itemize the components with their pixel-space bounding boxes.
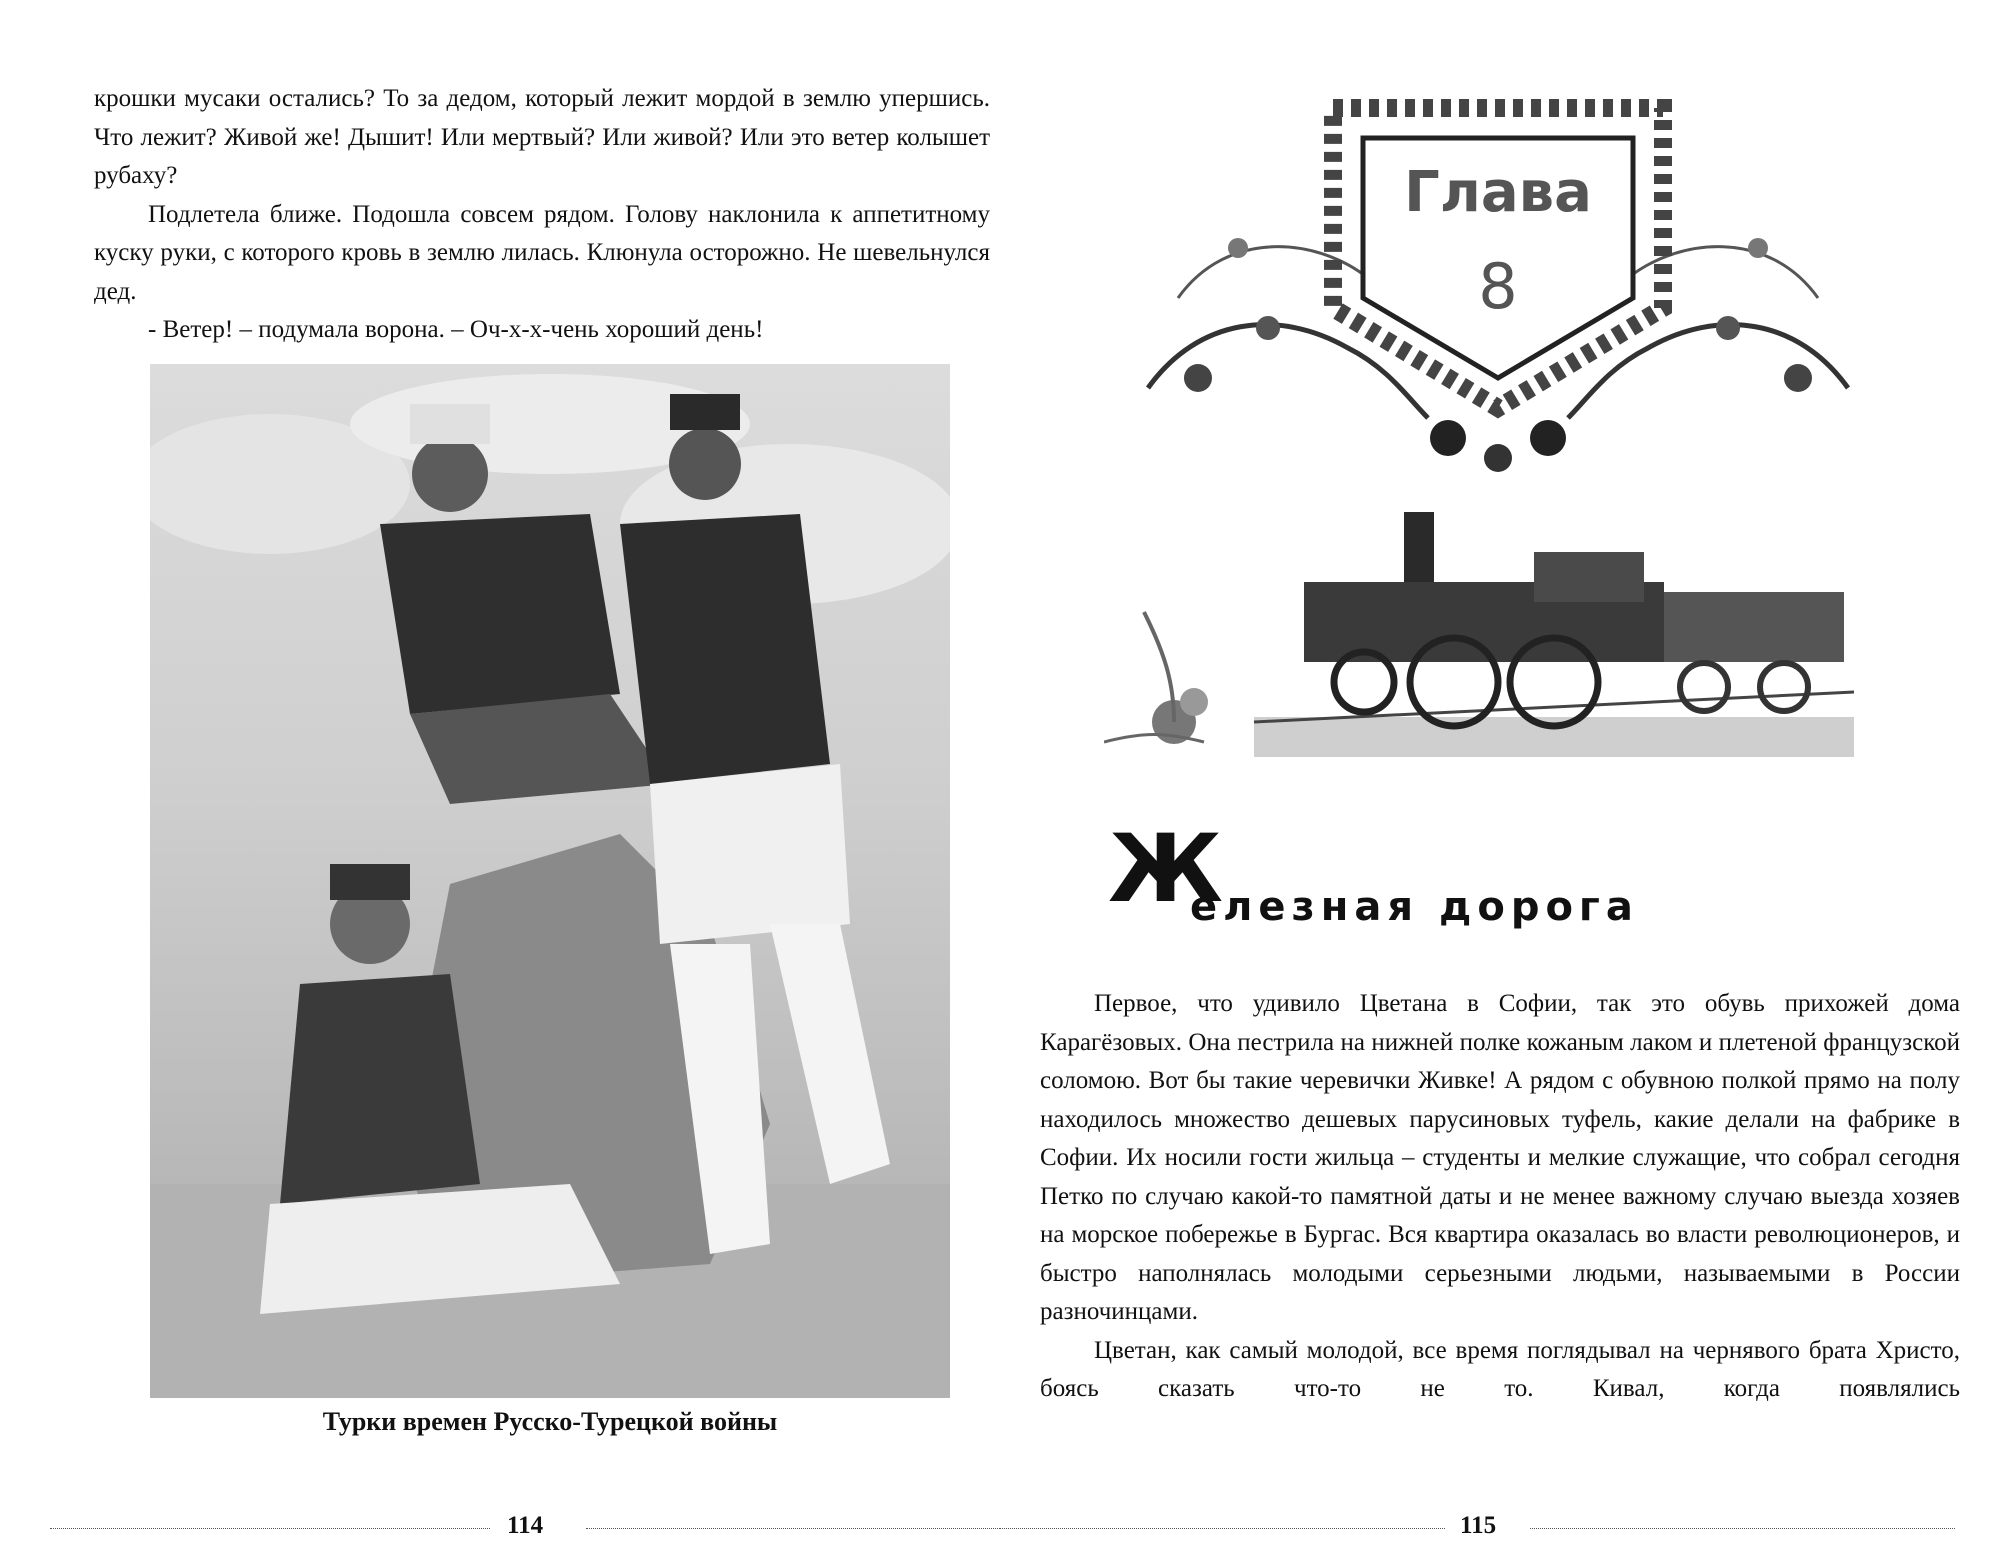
footer-rule bbox=[586, 1528, 1000, 1529]
chapter-title-initial: Ж bbox=[1108, 815, 1224, 924]
photo-caption: Турки времен Русско-Турецкой войны bbox=[322, 1407, 778, 1436]
historical-photo bbox=[150, 364, 950, 1398]
chapter-title bbox=[1108, 815, 1868, 930]
photo-illustration bbox=[150, 364, 950, 1398]
chapter-label: Глава bbox=[1404, 160, 1592, 225]
right-page bbox=[1000, 0, 2000, 1558]
emblem-text bbox=[1118, 78, 1878, 478]
paragraph: Подлетела ближе. Подошла совсем рядом. Голову наклонила к аппетитному куску руки, с которого кровь в землю лилась. Клюнула осторожно. Не шевельнулся дед. bbox=[94, 200, 990, 305]
locomotive-icon bbox=[1104, 492, 1864, 772]
footer-rule bbox=[1530, 1528, 1955, 1529]
paragraph: - Ветер! – подумала ворона. – Оч-х-х-чень хороший день! bbox=[148, 316, 764, 343]
paragraph: Цветан, как самый молодой, все время поглядывал на чернявого брата Христо, боясь сказать что-то не то. Кивал, когда появлялись bbox=[1040, 1336, 1960, 1402]
page-number: 115 bbox=[1460, 1512, 1497, 1539]
footer-rule bbox=[1000, 1528, 1445, 1529]
chapter-title-rest: елезная дорога bbox=[1190, 884, 1639, 930]
paragraph: Первое, что удивило Цветана в Софии, так это обувь прихожей дома Карагёзовых. Она пестрила на нижней полке кожаным лаком и плетеной французской соломою. Вот бы такие черевички Живке! А рядом с обувною полкой прямо на полу находилось множество дешевых парусиновых туфель, какие делали на фабрике в Софии. Их носили гости жильца – студенты и мелкие служащие, что собрал сегодня Петко по случаю какой-то памятной даты и не менее важному случаю выезда хозяев на морское побережье в Бургас. Вся квартира оказалась во власти революционеров, и быстро наполнялась молодыми серьезными людьми, называемыми в России разночинцами. bbox=[1040, 990, 1960, 1325]
train-illustration bbox=[1104, 492, 1864, 772]
page-number: 114 bbox=[507, 1512, 544, 1539]
footer-rule bbox=[50, 1528, 490, 1529]
paragraph: крошки мусаки остались? То за дедом, который лежит мордой в землю упершись. Что лежит? Живой же! Дышит! Или мертвый? Или живой? Или это ветер колышет рубаху? bbox=[94, 85, 990, 189]
left-text-block bbox=[94, 80, 990, 350]
right-text-block bbox=[1040, 985, 1960, 1409]
chapter-number: 8 bbox=[1478, 250, 1518, 323]
